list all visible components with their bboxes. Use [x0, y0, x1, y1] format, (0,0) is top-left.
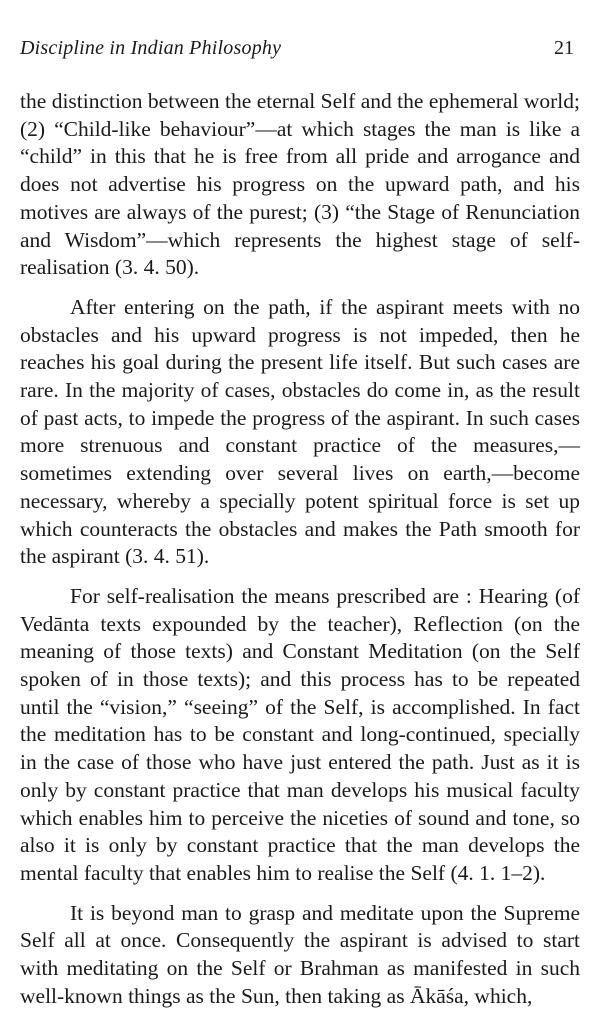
paragraph-3: For self-realisation the means prescribed are : Hearing (of Vedānta texts expounded by the teacher), Reflection (on the meaning of those texts) and Constant Meditation (on the Self spoken of in those texts); and this process has to be repeated until the “vision,” “seeing” of the Self, is accomplished. In fact the meditation has to be constant and long-continued, specially in the case of those who have just entered the path. Just as it is only by constant practice that man develops his musical faculty which enables him to perceive the niceties of sound and tone, so also it is only by constant practice that the man develops the mental faculty that enables him to realise the Self (4. 1. 1–2). [20, 583, 580, 885]
paragraph-4: It is beyond man to grasp and meditate upon the Supreme Self all at once. Consequently the aspirant is advised to start with meditating on the Self or Brahman as manifested in such well-known things as the Sun, then taking as Ākāśa, which, [20, 900, 580, 1008]
running-header [20, 37, 580, 63]
page-number: 21 [554, 37, 574, 59]
running-title: Discipline in Indian Philosophy [20, 37, 282, 59]
page-body [20, 88, 580, 1011]
paragraph-2: After entering on the path, if the aspirant meets with no obstacles and his upward progress is not impeded, then he reaches his goal during the present life itself. But such cases are rare. In the majority of cases, obstacles do come in, as the result of past acts, to impede the progress of the aspirant. In such cases more strenuous and constant practice of the measures,—sometimes extending over several lives on earth,—become necessary, whereby a specially potent spiritual force is set up which counteracts the obstacles and makes the Path smooth for the aspirant (3. 4. 51). [20, 294, 580, 569]
paragraph-1: the distinction between the eternal Self and the ephemeral world; (2) “Child-like behaviour”—at which stages the man is like a “child” in this that he is free from all pride and arrogance and does not advertise his progress on the upward path, and his motives are always of the purest; (3) “the Stage of Renunciation and Wisdom”—which represents the highest stage of self-realisation (3. 4. 50). [20, 89, 580, 280]
